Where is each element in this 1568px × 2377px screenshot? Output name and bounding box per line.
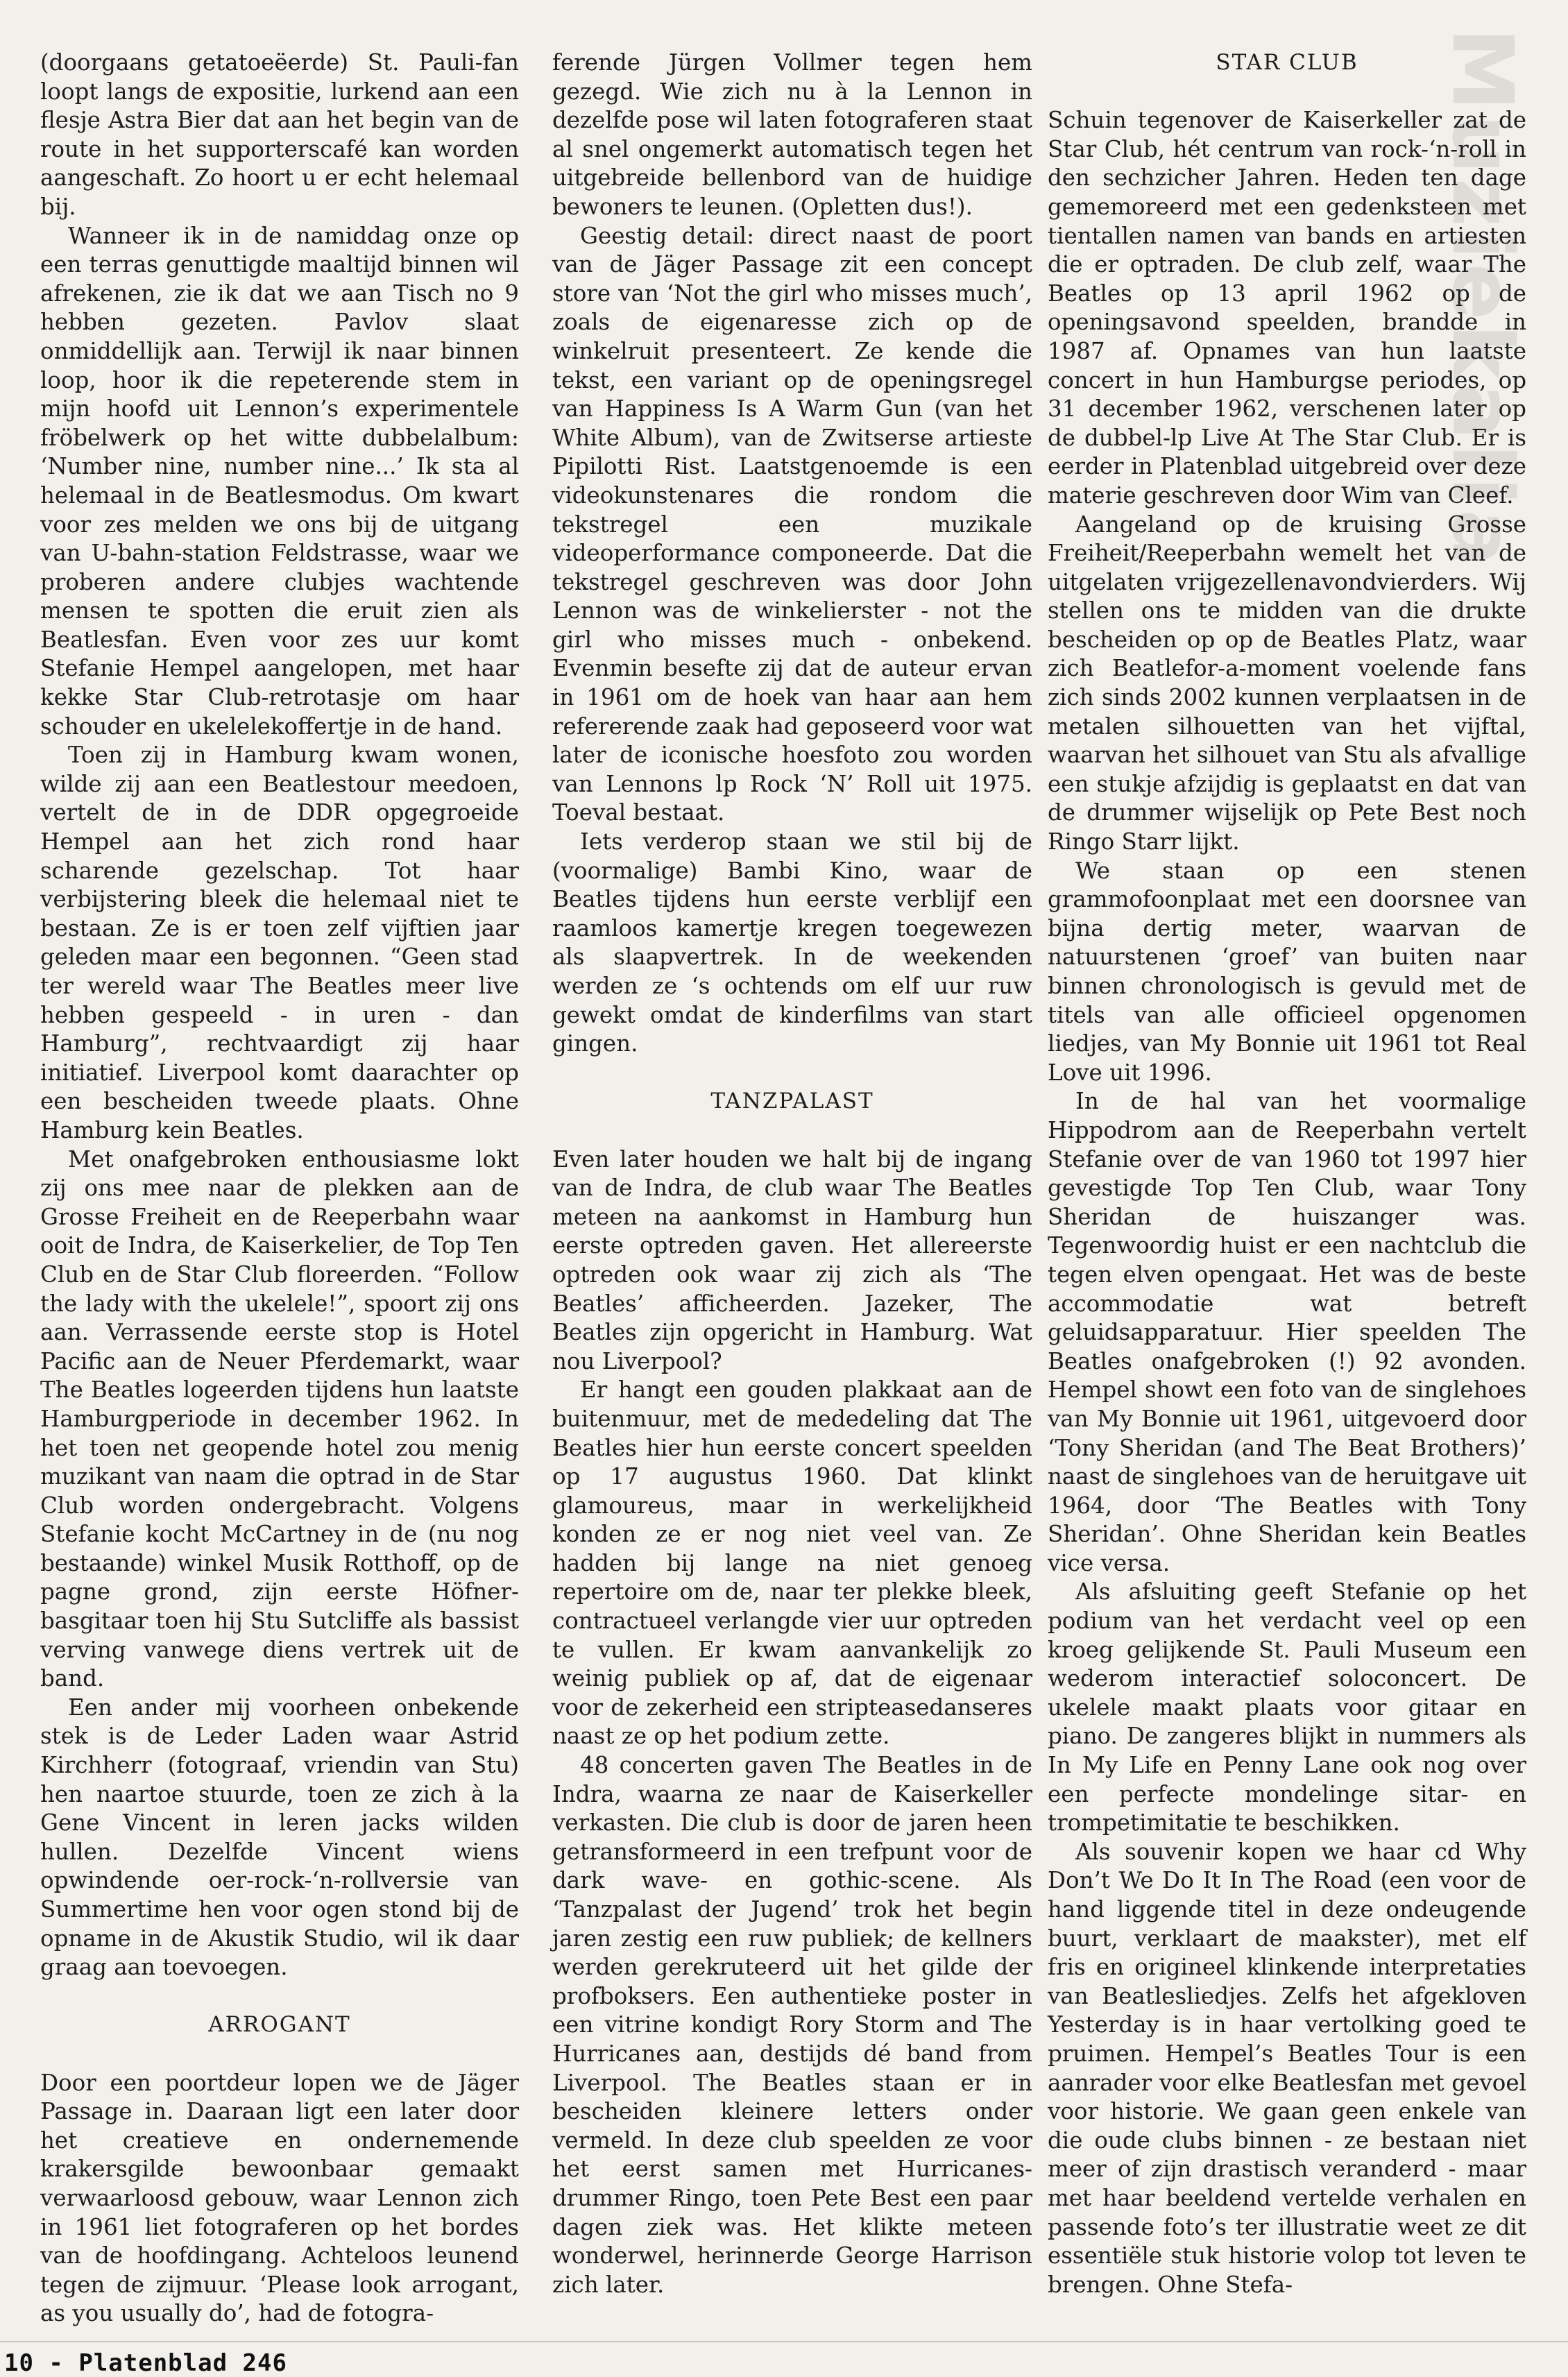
section-heading-star-club: STAR CLUB xyxy=(1216,50,1358,75)
paragraph: Door een poortdeur lopen we de Jäger Passage in. Daaraan ligt een later door het creatieve en ondernemende krakersgilde bewoonbaar gemaakt verwaarloosd gebouw, waar Lennon zich in 1961 liet fotograferen op het bordes van de hoofdingang. Achteloos leunend tegen de zijmuur. ‘Please look arrogant, as you usually do’, had de fotogra- xyxy=(40,2069,519,2327)
paragraph: Als souvenir kopen we haar cd Why Don’t We Do It In The Road (een voor de hand liggende titel in deze ondeugende buurt, verklaart de maakster), met elf fris en origineel klinkende interpretaties van Beatlesliedjes. Zelfs het afgekloven Yesterday is in haar vertolking goed te pruimen. Hempel’s Beatles Tour is een aanrader voor elke Beatlesfan met gevoel voor historie. We gaan geen enkele van die oude clubs binnen - ze bestaan niet meer of zijn drastisch veranderd - maar met haar beeldend vertelde verhalen en passende foto’s ter illustratie weet ze dit essentiële stuk historie volop tot leven te brengen. Ohne Stefa- xyxy=(1048,1838,1526,2298)
footer-divider xyxy=(0,2341,1568,2342)
section-watermark: Muziekalia xyxy=(1433,28,1530,570)
section-heading-arrogant: ARROGANT xyxy=(208,2012,351,2038)
section-heading-tanzpalast: TANZPALAST xyxy=(710,1089,874,1114)
paragraph: Toen zij in Hamburg kwam wonen, wilde zij aan een Beatlestour meedoen, vertelt de in de DDR opgegroeide Hempel aan het zich rond haar scharende gezelschap. Tot haar verbijstering bleek die helemaal niet te bestaan. Ze is er toen zelf vijftien jaar geleden maar een begonnen. “Geen stad ter wereld waar The Beatles meer live hebben gespeeld - in uren - dan Hamburg”, rechtvaardigt zij haar initiatief. Liverpool komt daarachter op een bescheiden tweede plaats. Ohne Hamburg kein Beatles. xyxy=(40,742,519,1143)
article-column-3 xyxy=(1048,49,1526,2299)
paragraph: Met onafgebroken enthousiasme lokt zij ons mee naar de plekken aan de Grosse Freiheit en de Reeperbahn waar ooit de Indra, de Kaiserkelier, de Top Ten Club en de Star Club floreerden. “Follow the lady with the ukelele!”, spoort zij ons aan. Verrassende eerste stop is Hotel Pacific aan de Neuer Pferdemarkt, waar The Beatles logeerden tijdens hun laatste Hamburgperiode in december 1962. In het toen net geopende hotel zou menig muzikant van naam die optrad in de Star Club worden ondergebracht. Volgens Stefanie kocht McCartney in de (nu nog bestaande) winkel Musik Rotthoff, op de pagne grond, zijn eerste Höfner-basgitaar toen hij Stu Sutcliffe als bassist verving vanwege diens vertrek uit de band. xyxy=(40,1145,519,1692)
paragraph: Er hangt een gouden plakkaat aan de buitenmuur, met de mededeling dat The Beatles hier hun eerste concert speelden op 17 augustus 1960. Dat klinkt glamoureus, maar in werkelijkheid konden ze er nog niet veel van. Ze hadden bij lange na niet genoeg repertoire om de, naar ter plekke bleek, contractueel verlangde vier uur optreden te vullen. Er kwam aanvankelijk zo weinig publiek op af, dat de eigenaar voor de zekerheid een stripteasedanseres naast ze op het podium zette. xyxy=(552,1377,1032,1750)
paragraph: Als afsluiting geeft Stefanie op het podium van het verdacht veel op een kroeg gelijkende St. Pauli Museum een wederom interactief soloconcert. De ukelele maakt plaats voor gitaar en piano. De zangeres blijkt in nummers als In My Life en Penny Lane ook nog over een perfecte mondelinge sitar- en trompetimitatie te beschikken. xyxy=(1048,1578,1526,1837)
paragraph: Aangeland op de kruising Grosse Freiheit/Reeperbahn wemelt het van de uitgelaten vrijgezellenavondvierders. Wij stellen ons te midden van die drukte bescheiden op op de Beatles Platz, waar zich Beatlefor-a-moment voelende fans zich sinds 2002 kunnen verplaatsen in de metalen silhouetten van het vijftal, waarvan het silhouet van Stu als afvallige een stukje afzijdig is geplaatst en dat van de drummer wijselijk op Pete Best noch Ringo Starr lijkt. xyxy=(1048,511,1526,855)
article-column-2 xyxy=(552,49,1032,2299)
paragraph: Schuin tegenover de Kaiserkeller zat de Star Club, hét centrum van rock-‘n-roll in den sechzicher Jahren. Heden ten dage gememoreerd met een gedenksteen met tientallen namen van bands en artiesten die er optraden. De club zelf, waar The Beatles op 13 april 1962 op de openingsavond speelden, brandde in 1987 af. Opnames van hun laatste concert in hun Hamburgse periodes, op 31 december 1962, verschenen later op de dubbel-lp Live At The Star Club. Er is eerder in Platenblad uitgebreid over deze materie geschreven door Wim van Cleef. xyxy=(1048,107,1526,509)
paragraph: Even later houden we halt bij de ingang van de Indra, de club waar The Beatles meteen na aankomst in Hamburg hun eerste optreden gaven. Het allereerste optreden ook waar zij zich als ‘The Beatles’ afficheerden. Jazeker, The Beatles zijn opgericht in Hamburg. Wat nou Liverpool? xyxy=(552,1145,1032,1374)
article-column-1 xyxy=(40,49,519,2328)
paragraph: 48 concerten gaven The Beatles in de Indra, waarna ze naar de Kaiserkeller verkasten. Die club is door de jaren heen getransformeerd in een trefpunt voor de dark wave- en gothic-scene. Als ‘Tanzpalast der Jugend’ trok het begin jaren zestig een ruw publiek; de kellners werden gerekruteerd uit het gilde der profboksers. Een authentieke poster in een vitrine kondigt Rory Storm and The Hurricanes aan, destijds dé band from Liverpool. The Beatles staan er in bescheiden kleinere letters onder vermeld. In deze club speelden ze voor het eerst samen met Hurricanes-drummer Ringo, toen Pete Best een paar dagen ziek was. Het klikte meteen wonderwel, herinnerde George Harrison zich later. xyxy=(552,1752,1032,2298)
paragraph: ferende Jürgen Vollmer tegen hem gezegd. Wie zich nu à la Lennon in dezelfde pose wil laten fotograferen staat al snel ongemerkt automatisch tegen het uitgebreide bellenbord van de huidige bewoners te leunen. (Opletten dus!). xyxy=(552,49,1032,220)
paragraph: Wanneer ik in de namiddag onze op een terras genuttigde maaltijd binnen wil afrekenen, zie ik dat we aan Tisch no 9 hebben gezeten. Pavlov slaat onmiddellijk aan. Terwijl ik naar binnen loop, hoor ik die repeterende stem in mijn hoofd uit Lennon’s experimentele fröbelwerk op het witte dubbelalbum: ‘Number nine, number nine...’ Ik sta al helemaal in de Beatlesmodus. Om kwart voor zes melden we ons bij de uitgang van U-bahn-station Feldstrasse, waar we proberen andere clubjes wachtende mensen te spotten die eruit zien als Beatlesfan. Even voor zes uur komt Stefanie Hempel aangelopen, met haar kekke Star Club-retrotasje om haar schouder en ukelelekoffertje in de hand. xyxy=(40,222,519,740)
paragraph: Geestig detail: direct naast de poort van de Jäger Passage zit een concept store van ‘Not the girl who misses much’, zoals de eigenaresse zich op de winkelruit presenteert. Ze kende die tekst, een variant op de openingsregel van Happiness Is A Warm Gun (van het White Album), van de Zwitserse artieste Pipilotti Rist. Laatstgenoemde is een videokunstenares die rondom die tekstregel een muzikale videoperformance componeerde. Dat die tekstregel geschreven was door John Lennon was de winkelierster - not the girl who misses much - onbekend. Evenmin besefte zij dat de auteur ervan in 1961 om de hoek van haar aan hem refererende zaak had geposeerd voor wat later de iconische hoesfoto zou worden van Lennons lp Rock ‘N’ Roll uit 1975. Toeval bestaat. xyxy=(552,222,1032,826)
paragraph: Iets verderop staan we stil bij de (voormalige) Bambi Kino, waar de Beatles tijdens hun eerste verblijf een raamloos kamertje kregen toegewezen als slaapvertrek. In de weekenden werden ze ‘s ochtends om elf uur ruw gewekt omdat de kinderfilms van start gingen. xyxy=(552,828,1032,1057)
paragraph: Een ander mij voorheen onbekende stek is de Leder Laden waar Astrid Kirchherr (fotograaf, vriendin van Stu) hen naartoe stuurde, toen ze zich à la Gene Vincent in leren jacks wilden hullen. Dezelfde Vincent wiens opwindende oer-rock-‘n-rollversie van Summertime hen voor ogen stond bij de opname in de Akustik Studio, wil ik daar graag aan toevoegen. xyxy=(40,1694,519,1981)
paragraph: We staan op een stenen grammofoonplaat met een doorsnee van bijna dertig meter, waarvan de natuurstenen ‘groef’ van buiten naar binnen chronologisch is gevuld met de titels van alle officieel opgenomen liedjes, van My Bonnie uit 1961 tot Real Love uit 1996. xyxy=(1048,857,1526,1086)
paragraph: (doorgaans getatoeëerde) St. Pauli-fan loopt langs de expositie, lurkend aan een flesje Astra Bier dat aan het begin van de route in het supporterscafé kan worden aangeschaft. Zo hoort u er echt helemaal bij. xyxy=(40,49,519,220)
paragraph: In de hal van het voormalige Hippodrom aan de Reeperbahn vertelt Stefanie over de van 1960 tot 1997 hier gevestigde Top Ten Club, waar Tony Sheridan de huiszanger was. Tegenwoordig huist er een nachtclub die tegen elven opengaat. Het was de beste accommodatie wat betreft geluidsapparatuur. Hier speelden The Beatles onafgebroken (!) 92 avonden. Hempel showt een foto van de singlehoes van My Bonnie uit 1961, uitgevoerd door ‘Tony Sheridan (and The Beat Brothers)’ naast de singlehoes van de heruitgave uit 1964, door ‘The Beatles with Tony Sheridan’. Ohne Sheridan kein Beatles vice versa. xyxy=(1048,1088,1526,1576)
page-footer: 10 - Platenblad 246 xyxy=(4,2349,287,2377)
